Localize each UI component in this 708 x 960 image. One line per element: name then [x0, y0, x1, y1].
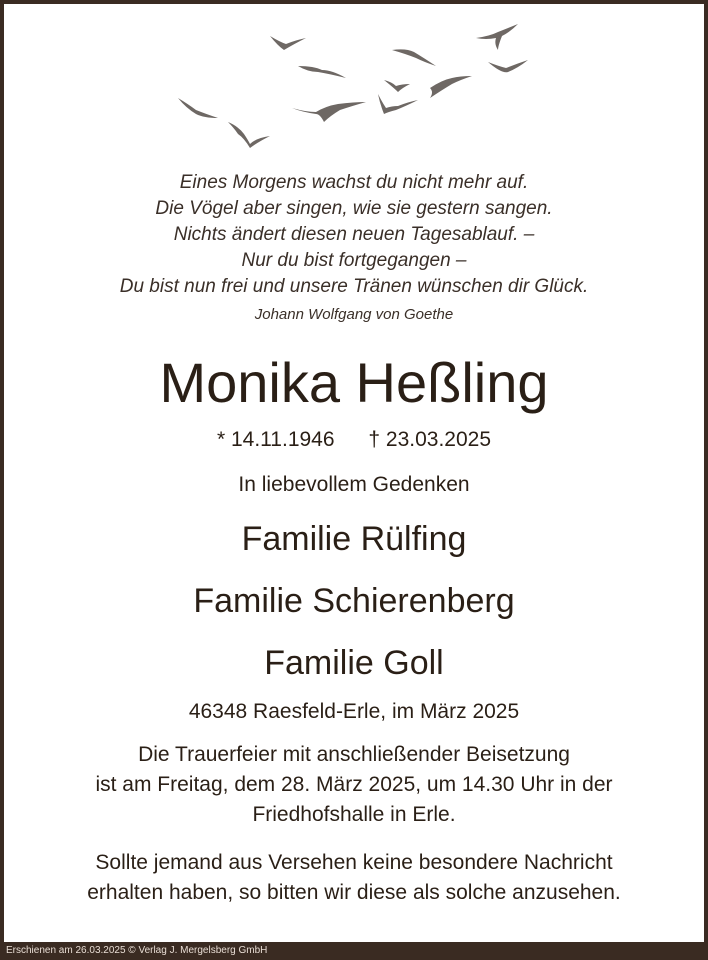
bird-icon	[384, 80, 410, 92]
bird-icon	[392, 49, 436, 66]
bird-icon	[270, 36, 306, 50]
poem-line: Die Vögel aber singen, wie sie gestern sangen.	[155, 198, 553, 219]
bird-icon	[430, 76, 472, 98]
funeral-line: Die Trauerfeier mit anschließender Beisetzung	[138, 743, 570, 766]
notice-info	[4, 848, 704, 908]
bird-icon	[488, 60, 528, 72]
poem-line: Nur du bist fortgegangen –	[241, 250, 467, 271]
deceased-name: Monika Heßling	[159, 351, 549, 414]
funeral-line: ist am Freitag, dem 28. März 2025, um 14.30 Uhr in der	[95, 773, 613, 796]
funeral-info	[4, 740, 704, 830]
place-date: 46348 Raesfeld-Erle, im März 2025	[188, 700, 520, 723]
notice-line: erhalten haben, so bitten wir diese als solche anzusehen.	[87, 881, 621, 904]
family-name: Familie Schierenberg	[193, 582, 515, 620]
poem	[4, 170, 704, 300]
birth-date: * 14.11.1946	[216, 428, 335, 451]
poem-line: Nichts ändert diesen neuen Tagesablauf. –	[173, 224, 535, 245]
life-dates	[4, 428, 704, 452]
family-name: Familie Goll	[264, 644, 444, 682]
bird-icon	[378, 94, 418, 114]
memory-line: In liebevollem Gedenken	[238, 473, 470, 496]
funeral-line: Friedhofshalle in Erle.	[252, 803, 456, 826]
death-date: † 23.03.2025	[368, 428, 492, 451]
bird-icon	[476, 24, 518, 50]
publication-footer: Erschienen am 26.03.2025 © Verlag J. Mergelsberg GmbH	[6, 945, 268, 956]
notice-line: Sollte jemand aus Versehen keine besondere Nachricht	[95, 851, 613, 874]
obituary-card	[4, 4, 704, 942]
flying-birds-icon	[164, 22, 544, 152]
poem-author: Johann Wolfgang von Goethe	[254, 306, 454, 323]
bird-icon	[178, 98, 218, 118]
bird-icon	[292, 102, 366, 122]
bird-icon	[298, 66, 346, 78]
poem-line: Du bist nun frei und unsere Tränen wünschen dir Glück.	[119, 276, 589, 297]
bird-icon	[228, 122, 270, 148]
poem-line: Eines Morgens wachst du nicht mehr auf.	[179, 172, 529, 193]
family-name: Familie Rülfing	[241, 520, 467, 558]
